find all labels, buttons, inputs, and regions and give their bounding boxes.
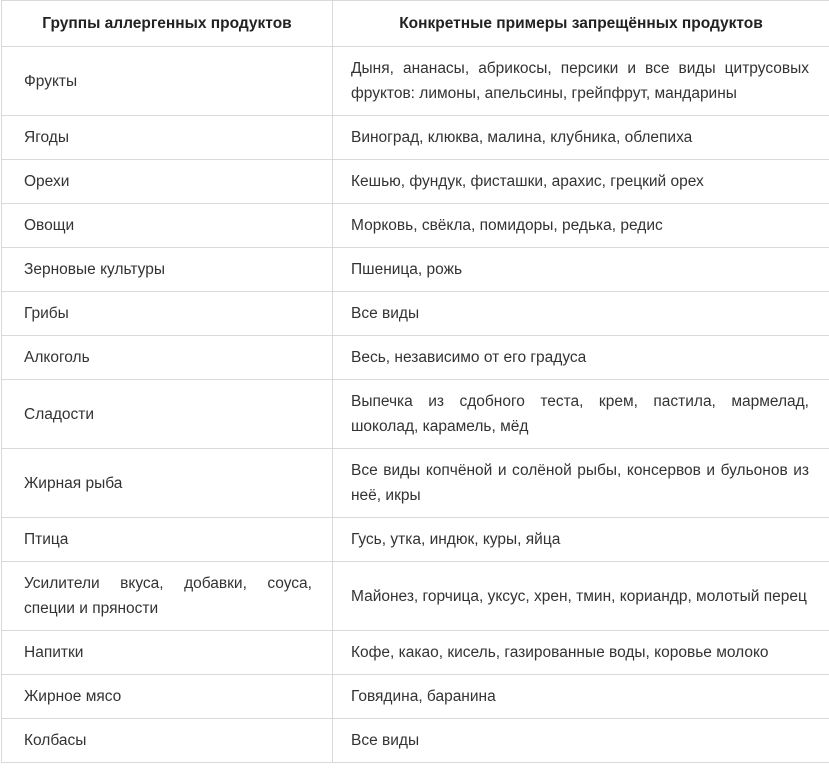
group-cell: Орехи xyxy=(2,160,333,204)
examples-cell: Пшеница, рожь xyxy=(333,248,829,292)
table-row xyxy=(2,449,829,518)
table-header-row xyxy=(2,1,829,47)
examples-cell: Говядина, баранина xyxy=(333,675,829,719)
group-cell: Жирная рыба xyxy=(2,449,333,518)
table-row xyxy=(2,204,829,248)
table-row xyxy=(2,292,829,336)
examples-cell: Выпечка из сдобного теста, крем, пастила, мармелад, шоколад, карамель, мёд xyxy=(333,380,829,449)
column-header-groups: Группы аллергенных продуктов xyxy=(2,1,333,47)
examples-cell: Все виды xyxy=(333,292,829,336)
group-cell: Овощи xyxy=(2,204,333,248)
examples-cell: Кофе, какао, кисель, газированные воды, коровье молоко xyxy=(333,631,829,675)
examples-cell: Майонез, горчица, уксус, хрен, тмин, кориандр, молотый перец xyxy=(333,562,829,631)
column-header-examples: Конкретные примеры запрещённых продуктов xyxy=(333,1,829,47)
table-row xyxy=(2,248,829,292)
group-cell: Алкоголь xyxy=(2,336,333,380)
group-cell: Фрукты xyxy=(2,47,333,116)
table-row xyxy=(2,380,829,449)
allergen-table xyxy=(1,0,829,763)
group-cell: Птица xyxy=(2,518,333,562)
table-row xyxy=(2,675,829,719)
table-row xyxy=(2,336,829,380)
examples-cell: Гусь, утка, индюк, куры, яйца xyxy=(333,518,829,562)
examples-cell: Все виды копчёной и солёной рыбы, консервов и бульонов из неё, икры xyxy=(333,449,829,518)
examples-cell: Весь, независимо от его градуса xyxy=(333,336,829,380)
group-cell: Сладости xyxy=(2,380,333,449)
table-row xyxy=(2,719,829,763)
group-cell: Колбасы xyxy=(2,719,333,763)
group-cell: Грибы xyxy=(2,292,333,336)
group-cell: Ягоды xyxy=(2,116,333,160)
table-row xyxy=(2,160,829,204)
table-row xyxy=(2,631,829,675)
table-row xyxy=(2,562,829,631)
table-row xyxy=(2,116,829,160)
group-cell: Усилители вкуса, добавки, соуса, специи и пряности xyxy=(2,562,333,631)
examples-cell: Дыня, ананасы, абрикосы, персики и все виды цитрусовых фруктов: лимоны, апельсины, грейпфрут, мандарины xyxy=(333,47,829,116)
examples-cell: Все виды xyxy=(333,719,829,763)
group-cell: Жирное мясо xyxy=(2,675,333,719)
examples-cell: Кешью, фундук, фисташки, арахис, грецкий орех xyxy=(333,160,829,204)
group-cell: Зерновые культуры xyxy=(2,248,333,292)
examples-cell: Морковь, свёкла, помидоры, редька, редис xyxy=(333,204,829,248)
examples-cell: Виноград, клюква, малина, клубника, облепиха xyxy=(333,116,829,160)
table-row xyxy=(2,47,829,116)
group-cell: Напитки xyxy=(2,631,333,675)
table-row xyxy=(2,518,829,562)
